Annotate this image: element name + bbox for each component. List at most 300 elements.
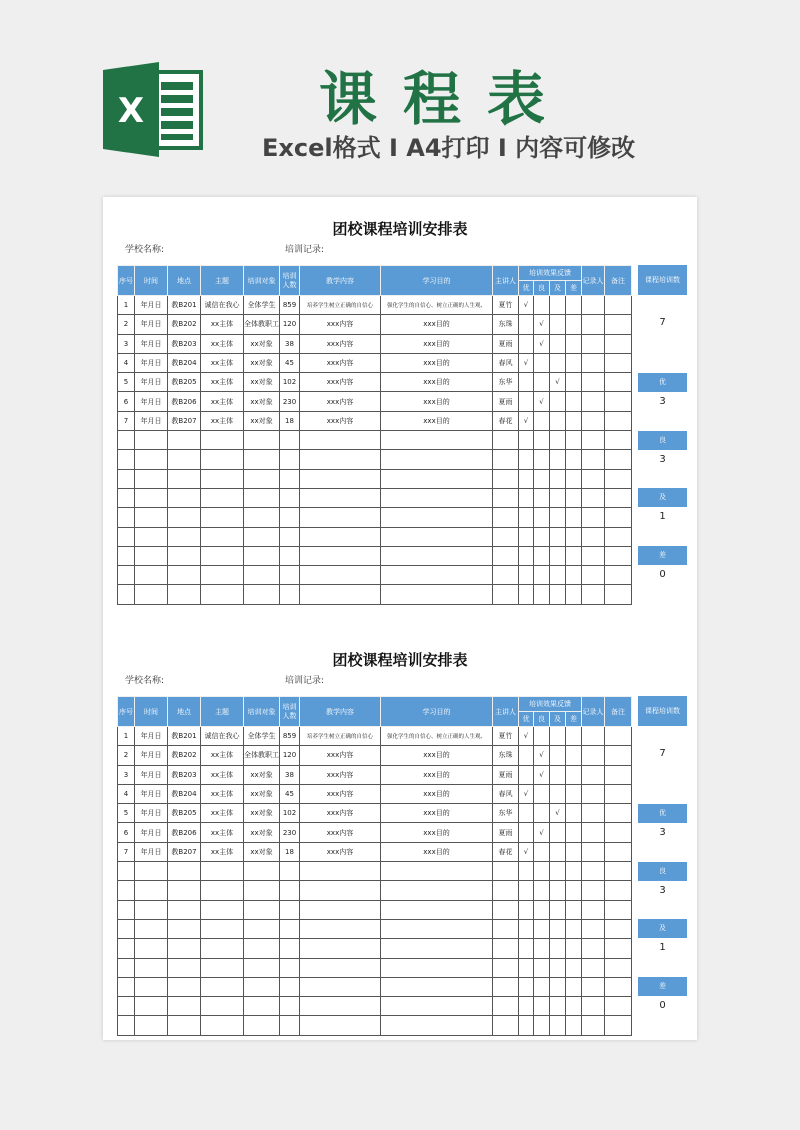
empty-cell[interactable] [280, 508, 300, 527]
cell-target[interactable]: 全体教职工 [244, 746, 280, 765]
empty-cell[interactable] [605, 585, 632, 604]
cell-no[interactable]: 4 [118, 353, 135, 372]
cell-notes[interactable] [605, 334, 632, 353]
rating-cell[interactable] [566, 315, 582, 334]
cell-speaker[interactable]: 夏雨 [493, 823, 519, 842]
rating-cell[interactable] [550, 727, 566, 746]
cell-no[interactable]: 2 [118, 315, 135, 334]
empty-cell[interactable] [201, 585, 244, 604]
empty-cell[interactable] [135, 977, 168, 996]
empty-cell[interactable] [244, 450, 280, 469]
empty-cell[interactable] [566, 939, 582, 958]
empty-cell[interactable] [550, 881, 566, 900]
cell-target[interactable]: xx对象 [244, 353, 280, 372]
empty-cell[interactable] [135, 469, 168, 488]
empty-cell[interactable] [381, 997, 493, 1016]
empty-cell[interactable] [300, 450, 381, 469]
cell-time[interactable]: 年月日 [135, 353, 168, 372]
cell-speaker[interactable]: 夏雨 [493, 334, 519, 353]
rating-cell[interactable] [550, 411, 566, 430]
rating-check[interactable]: √ [534, 823, 550, 842]
empty-cell[interactable] [135, 546, 168, 565]
empty-cell[interactable] [519, 566, 534, 585]
empty-cell[interactable] [381, 546, 493, 565]
empty-cell[interactable] [493, 958, 519, 977]
empty-cell[interactable] [605, 508, 632, 527]
empty-cell[interactable] [534, 508, 550, 527]
rating-cell[interactable] [566, 334, 582, 353]
empty-cell[interactable] [244, 546, 280, 565]
empty-cell[interactable] [534, 450, 550, 469]
cell-notes[interactable] [605, 373, 632, 392]
empty-cell[interactable] [300, 862, 381, 881]
cell-time[interactable]: 年月日 [135, 315, 168, 334]
empty-cell[interactable] [566, 508, 582, 527]
empty-cell[interactable] [280, 997, 300, 1016]
cell-content[interactable]: xxx内容 [300, 784, 381, 803]
empty-cell[interactable] [280, 469, 300, 488]
empty-cell[interactable] [582, 919, 605, 938]
rating-cell[interactable] [534, 804, 550, 823]
empty-cell[interactable] [550, 862, 566, 881]
empty-cell[interactable] [168, 566, 201, 585]
empty-cell[interactable] [519, 508, 534, 527]
empty-cell[interactable] [381, 566, 493, 585]
cell-notes[interactable] [605, 296, 632, 315]
cell-goal[interactable]: xxx目的 [381, 746, 493, 765]
empty-cell[interactable] [534, 585, 550, 604]
cell-notes[interactable] [605, 315, 632, 334]
empty-cell[interactable] [135, 1016, 168, 1035]
empty-cell[interactable] [582, 488, 605, 507]
empty-cell[interactable] [135, 527, 168, 546]
empty-cell[interactable] [566, 431, 582, 450]
empty-cell[interactable] [381, 488, 493, 507]
empty-cell[interactable] [244, 488, 280, 507]
rating-cell[interactable] [566, 353, 582, 372]
rating-cell[interactable] [566, 411, 582, 430]
cell-goal[interactable]: xxx目的 [381, 315, 493, 334]
empty-cell[interactable] [550, 900, 566, 919]
rating-cell[interactable] [534, 296, 550, 315]
empty-cell[interactable] [118, 997, 135, 1016]
cell-topic[interactable]: xx主体 [201, 804, 244, 823]
cell-no[interactable]: 3 [118, 765, 135, 784]
empty-cell[interactable] [519, 958, 534, 977]
empty-cell[interactable] [168, 508, 201, 527]
cell-recorder[interactable] [582, 746, 605, 765]
empty-cell[interactable] [519, 431, 534, 450]
empty-cell[interactable] [582, 862, 605, 881]
cell-count[interactable]: 45 [280, 784, 300, 803]
cell-content[interactable]: xxx内容 [300, 842, 381, 861]
empty-cell[interactable] [118, 585, 135, 604]
empty-cell[interactable] [582, 900, 605, 919]
empty-cell[interactable] [493, 450, 519, 469]
empty-cell[interactable] [300, 566, 381, 585]
empty-cell[interactable] [534, 527, 550, 546]
rating-cell[interactable] [550, 765, 566, 784]
cell-count[interactable]: 120 [280, 315, 300, 334]
cell-speaker[interactable]: 夏竹 [493, 296, 519, 315]
cell-target[interactable]: xx对象 [244, 392, 280, 411]
empty-cell[interactable] [244, 881, 280, 900]
cell-no[interactable]: 2 [118, 746, 135, 765]
cell-recorder[interactable] [582, 784, 605, 803]
empty-cell[interactable] [519, 488, 534, 507]
cell-recorder[interactable] [582, 765, 605, 784]
empty-cell[interactable] [582, 546, 605, 565]
empty-cell[interactable] [300, 469, 381, 488]
empty-cell[interactable] [493, 585, 519, 604]
cell-time[interactable]: 年月日 [135, 411, 168, 430]
empty-cell[interactable] [118, 1016, 135, 1035]
cell-time[interactable]: 年月日 [135, 765, 168, 784]
empty-cell[interactable] [280, 939, 300, 958]
rating-cell[interactable] [519, 392, 534, 411]
empty-cell[interactable] [582, 585, 605, 604]
empty-cell[interactable] [493, 881, 519, 900]
empty-cell[interactable] [566, 1016, 582, 1035]
cell-topic[interactable]: xx主体 [201, 334, 244, 353]
cell-place[interactable]: 教B202 [168, 746, 201, 765]
cell-content[interactable]: 培养学生树立正确的自信心 [300, 296, 381, 315]
empty-cell[interactable] [534, 431, 550, 450]
cell-place[interactable]: 教B203 [168, 765, 201, 784]
rating-check[interactable]: √ [519, 842, 534, 861]
cell-topic[interactable]: xx主体 [201, 392, 244, 411]
empty-cell[interactable] [582, 958, 605, 977]
cell-content[interactable]: xxx内容 [300, 315, 381, 334]
empty-cell[interactable] [493, 939, 519, 958]
empty-cell[interactable] [300, 431, 381, 450]
cell-place[interactable]: 教B205 [168, 804, 201, 823]
empty-cell[interactable] [519, 469, 534, 488]
empty-cell[interactable] [605, 939, 632, 958]
empty-cell[interactable] [135, 508, 168, 527]
empty-cell[interactable] [168, 546, 201, 565]
empty-cell[interactable] [244, 939, 280, 958]
cell-recorder[interactable] [582, 411, 605, 430]
empty-cell[interactable] [201, 919, 244, 938]
empty-cell[interactable] [605, 450, 632, 469]
empty-cell[interactable] [118, 431, 135, 450]
empty-cell[interactable] [605, 997, 632, 1016]
empty-cell[interactable] [605, 900, 632, 919]
empty-cell[interactable] [300, 997, 381, 1016]
empty-cell[interactable] [168, 881, 201, 900]
cell-notes[interactable] [605, 784, 632, 803]
empty-cell[interactable] [605, 488, 632, 507]
cell-speaker[interactable]: 春风 [493, 784, 519, 803]
empty-cell[interactable] [244, 997, 280, 1016]
rating-cell[interactable] [566, 842, 582, 861]
rating-cell[interactable] [566, 296, 582, 315]
cell-count[interactable]: 230 [280, 823, 300, 842]
cell-time[interactable]: 年月日 [135, 727, 168, 746]
empty-cell[interactable] [135, 566, 168, 585]
cell-place[interactable]: 教B205 [168, 373, 201, 392]
empty-cell[interactable] [534, 958, 550, 977]
empty-cell[interactable] [118, 546, 135, 565]
rating-cell[interactable] [519, 746, 534, 765]
empty-cell[interactable] [493, 900, 519, 919]
empty-cell[interactable] [550, 997, 566, 1016]
empty-cell[interactable] [135, 900, 168, 919]
rating-check[interactable]: √ [519, 353, 534, 372]
cell-goal[interactable]: 强化学生的自信心、树立正确的人生观、 [381, 727, 493, 746]
empty-cell[interactable] [135, 958, 168, 977]
cell-topic[interactable]: xx主体 [201, 784, 244, 803]
empty-cell[interactable] [493, 469, 519, 488]
cell-target[interactable]: xx对象 [244, 784, 280, 803]
empty-cell[interactable] [381, 958, 493, 977]
cell-topic[interactable]: xx主体 [201, 315, 244, 334]
rating-cell[interactable] [550, 784, 566, 803]
cell-time[interactable]: 年月日 [135, 784, 168, 803]
cell-topic[interactable]: xx主体 [201, 765, 244, 784]
empty-cell[interactable] [201, 508, 244, 527]
cell-content[interactable]: xxx内容 [300, 823, 381, 842]
cell-place[interactable]: 教B207 [168, 842, 201, 861]
cell-recorder[interactable] [582, 842, 605, 861]
rating-check[interactable]: √ [519, 727, 534, 746]
cell-notes[interactable] [605, 392, 632, 411]
cell-target[interactable]: xx对象 [244, 842, 280, 861]
empty-cell[interactable] [566, 862, 582, 881]
cell-target[interactable]: 全体教职工 [244, 315, 280, 334]
empty-cell[interactable] [534, 546, 550, 565]
cell-speaker[interactable]: 东珠 [493, 315, 519, 334]
cell-speaker[interactable]: 夏雨 [493, 392, 519, 411]
cell-time[interactable]: 年月日 [135, 296, 168, 315]
cell-target[interactable]: xx对象 [244, 765, 280, 784]
empty-cell[interactable] [300, 958, 381, 977]
empty-cell[interactable] [566, 450, 582, 469]
empty-cell[interactable] [605, 958, 632, 977]
empty-cell[interactable] [381, 881, 493, 900]
empty-cell[interactable] [244, 900, 280, 919]
rating-cell[interactable] [534, 842, 550, 861]
cell-goal[interactable]: xxx目的 [381, 411, 493, 430]
empty-cell[interactable] [244, 566, 280, 585]
rating-check[interactable]: √ [534, 765, 550, 784]
cell-content[interactable]: xxx内容 [300, 334, 381, 353]
cell-content[interactable]: xxx内容 [300, 353, 381, 372]
rating-cell[interactable] [519, 334, 534, 353]
empty-cell[interactable] [534, 919, 550, 938]
cell-target[interactable]: xx对象 [244, 823, 280, 842]
cell-no[interactable]: 1 [118, 296, 135, 315]
cell-count[interactable]: 18 [280, 411, 300, 430]
empty-cell[interactable] [566, 469, 582, 488]
cell-speaker[interactable]: 夏竹 [493, 727, 519, 746]
cell-goal[interactable]: xxx目的 [381, 353, 493, 372]
cell-time[interactable]: 年月日 [135, 392, 168, 411]
cell-target[interactable]: xx对象 [244, 334, 280, 353]
empty-cell[interactable] [280, 431, 300, 450]
cell-topic[interactable]: xx主体 [201, 353, 244, 372]
empty-cell[interactable] [244, 585, 280, 604]
empty-cell[interactable] [201, 862, 244, 881]
empty-cell[interactable] [201, 469, 244, 488]
empty-cell[interactable] [381, 862, 493, 881]
cell-notes[interactable] [605, 804, 632, 823]
cell-no[interactable]: 6 [118, 392, 135, 411]
empty-cell[interactable] [582, 527, 605, 546]
empty-cell[interactable] [280, 977, 300, 996]
cell-count[interactable]: 120 [280, 746, 300, 765]
empty-cell[interactable] [605, 431, 632, 450]
cell-content[interactable]: 培养学生树立正确的自信心 [300, 727, 381, 746]
rating-cell[interactable] [534, 784, 550, 803]
empty-cell[interactable] [519, 919, 534, 938]
cell-count[interactable]: 102 [280, 373, 300, 392]
empty-cell[interactable] [280, 862, 300, 881]
empty-cell[interactable] [280, 958, 300, 977]
empty-cell[interactable] [118, 450, 135, 469]
empty-cell[interactable] [582, 508, 605, 527]
cell-recorder[interactable] [582, 823, 605, 842]
empty-cell[interactable] [280, 900, 300, 919]
rating-cell[interactable] [534, 373, 550, 392]
cell-notes[interactable] [605, 411, 632, 430]
empty-cell[interactable] [566, 585, 582, 604]
cell-count[interactable]: 230 [280, 392, 300, 411]
cell-goal[interactable]: xxx目的 [381, 373, 493, 392]
empty-cell[interactable] [135, 862, 168, 881]
empty-cell[interactable] [605, 566, 632, 585]
empty-cell[interactable] [493, 566, 519, 585]
rating-cell[interactable] [566, 727, 582, 746]
empty-cell[interactable] [244, 958, 280, 977]
cell-speaker[interactable]: 春花 [493, 411, 519, 430]
cell-recorder[interactable] [582, 334, 605, 353]
empty-cell[interactable] [168, 997, 201, 1016]
empty-cell[interactable] [118, 919, 135, 938]
cell-content[interactable]: xxx内容 [300, 411, 381, 430]
rating-cell[interactable] [519, 765, 534, 784]
cell-recorder[interactable] [582, 392, 605, 411]
empty-cell[interactable] [300, 546, 381, 565]
empty-cell[interactable] [280, 1016, 300, 1035]
rating-cell[interactable] [519, 315, 534, 334]
empty-cell[interactable] [493, 862, 519, 881]
empty-cell[interactable] [300, 900, 381, 919]
empty-cell[interactable] [168, 862, 201, 881]
cell-content[interactable]: xxx内容 [300, 373, 381, 392]
empty-cell[interactable] [118, 939, 135, 958]
empty-cell[interactable] [519, 939, 534, 958]
empty-cell[interactable] [605, 919, 632, 938]
cell-place[interactable]: 教B207 [168, 411, 201, 430]
empty-cell[interactable] [118, 527, 135, 546]
cell-count[interactable]: 859 [280, 727, 300, 746]
empty-cell[interactable] [519, 585, 534, 604]
empty-cell[interactable] [493, 546, 519, 565]
empty-cell[interactable] [135, 919, 168, 938]
empty-cell[interactable] [550, 527, 566, 546]
empty-cell[interactable] [201, 566, 244, 585]
cell-notes[interactable] [605, 727, 632, 746]
rating-check[interactable]: √ [534, 746, 550, 765]
rating-cell[interactable] [534, 353, 550, 372]
empty-cell[interactable] [201, 958, 244, 977]
cell-place[interactable]: 教B201 [168, 296, 201, 315]
empty-cell[interactable] [566, 546, 582, 565]
empty-cell[interactable] [135, 450, 168, 469]
empty-cell[interactable] [201, 977, 244, 996]
cell-time[interactable]: 年月日 [135, 804, 168, 823]
empty-cell[interactable] [244, 919, 280, 938]
empty-cell[interactable] [519, 881, 534, 900]
empty-cell[interactable] [493, 508, 519, 527]
empty-cell[interactable] [566, 900, 582, 919]
cell-speaker[interactable]: 东华 [493, 373, 519, 392]
empty-cell[interactable] [280, 450, 300, 469]
empty-cell[interactable] [534, 566, 550, 585]
cell-topic[interactable]: 诚信在我心 [201, 296, 244, 315]
cell-topic[interactable]: xx主体 [201, 842, 244, 861]
cell-recorder[interactable] [582, 727, 605, 746]
empty-cell[interactable] [534, 939, 550, 958]
empty-cell[interactable] [519, 862, 534, 881]
empty-cell[interactable] [201, 546, 244, 565]
empty-cell[interactable] [582, 997, 605, 1016]
empty-cell[interactable] [381, 431, 493, 450]
empty-cell[interactable] [118, 881, 135, 900]
empty-cell[interactable] [534, 997, 550, 1016]
empty-cell[interactable] [244, 862, 280, 881]
empty-cell[interactable] [135, 585, 168, 604]
empty-cell[interactable] [550, 585, 566, 604]
rating-cell[interactable] [566, 804, 582, 823]
rating-check[interactable]: √ [534, 334, 550, 353]
empty-cell[interactable] [381, 527, 493, 546]
rating-cell[interactable] [566, 784, 582, 803]
empty-cell[interactable] [493, 527, 519, 546]
cell-goal[interactable]: xxx目的 [381, 804, 493, 823]
empty-cell[interactable] [550, 450, 566, 469]
rating-cell[interactable] [550, 315, 566, 334]
empty-cell[interactable] [168, 939, 201, 958]
empty-cell[interactable] [201, 900, 244, 919]
cell-count[interactable]: 102 [280, 804, 300, 823]
empty-cell[interactable] [201, 527, 244, 546]
cell-notes[interactable] [605, 353, 632, 372]
empty-cell[interactable] [550, 1016, 566, 1035]
empty-cell[interactable] [280, 881, 300, 900]
cell-content[interactable]: xxx内容 [300, 392, 381, 411]
cell-target[interactable]: 全体学生 [244, 296, 280, 315]
empty-cell[interactable] [168, 469, 201, 488]
empty-cell[interactable] [566, 566, 582, 585]
cell-no[interactable]: 3 [118, 334, 135, 353]
empty-cell[interactable] [550, 977, 566, 996]
cell-recorder[interactable] [582, 296, 605, 315]
empty-cell[interactable] [201, 939, 244, 958]
cell-no[interactable]: 5 [118, 373, 135, 392]
empty-cell[interactable] [519, 450, 534, 469]
cell-speaker[interactable]: 春风 [493, 353, 519, 372]
cell-goal[interactable]: xxx目的 [381, 392, 493, 411]
empty-cell[interactable] [135, 431, 168, 450]
cell-notes[interactable] [605, 746, 632, 765]
empty-cell[interactable] [118, 900, 135, 919]
empty-cell[interactable] [493, 977, 519, 996]
empty-cell[interactable] [493, 488, 519, 507]
empty-cell[interactable] [118, 862, 135, 881]
